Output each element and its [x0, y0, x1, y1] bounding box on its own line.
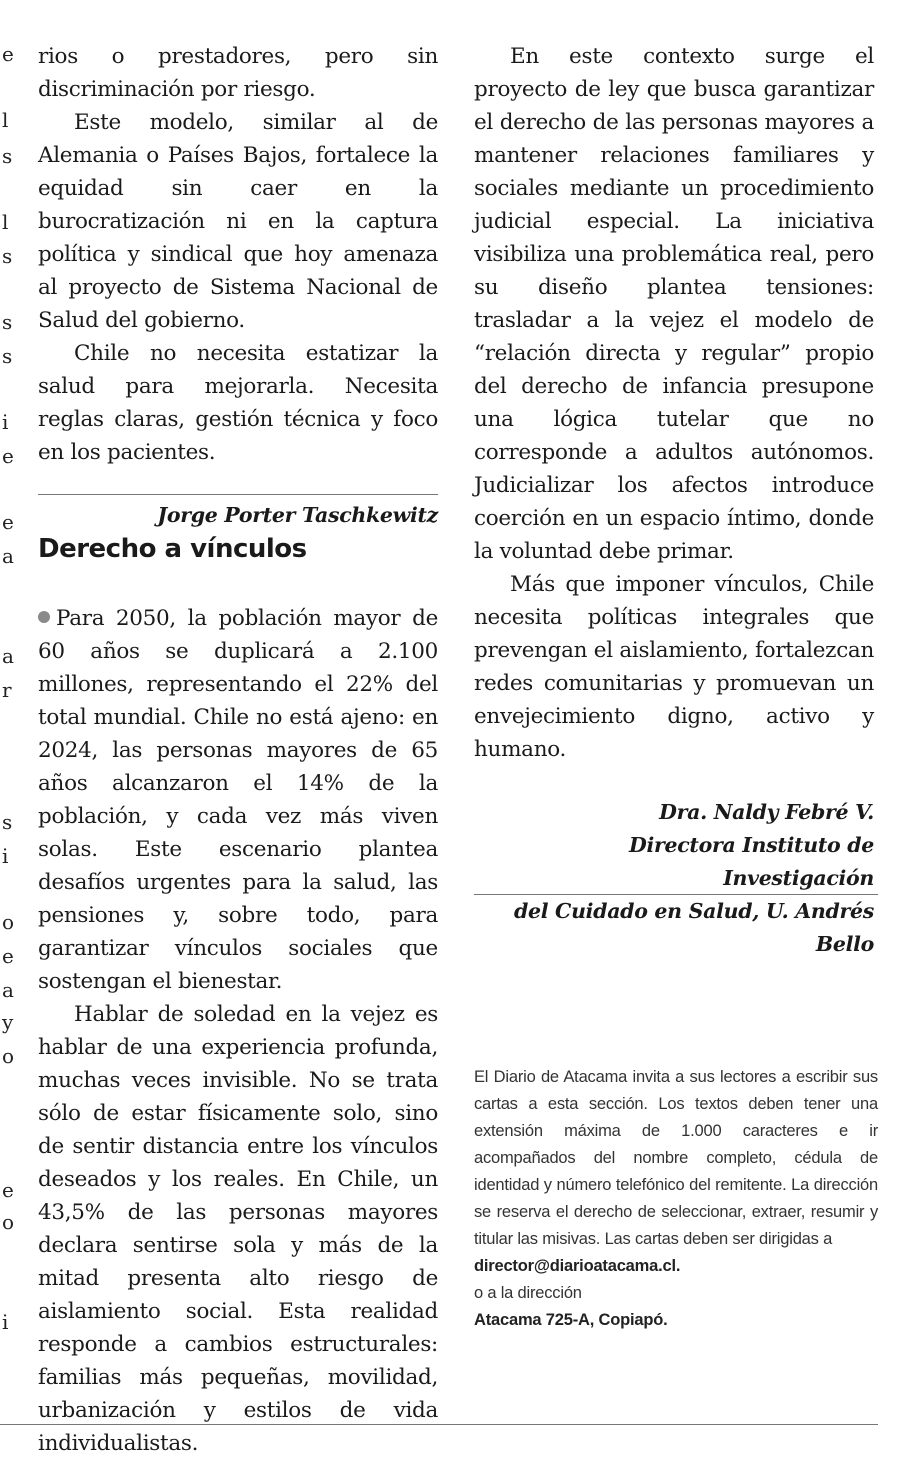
edge-fragment: o [2, 1044, 15, 1068]
edge-fragment: l [2, 210, 9, 234]
edge-fragment: o [2, 910, 15, 934]
edge-fragment: s [2, 244, 13, 268]
article-body-right [474, 40, 874, 961]
signature-title: Directora Instituto de Investigación [629, 833, 874, 890]
bullet-icon [38, 611, 50, 623]
edge-fragment: s [2, 310, 13, 334]
letter-signature: Jorge Porter Taschkewitz [157, 503, 438, 527]
body-paragraph: Hablar de soledad en la vejez es hablar de una experiencia profunda, muchas veces invisible. No se trata sólo de estar físicamente solo, sino de sentir distancia entre los vínculos deseados y los reales. En Chile, un 43,5% de las personas mayores declara sentirse sola y más de la mitad presenta alto riesgo de aislamiento social. Esta realidad responde a cambios estructurales: familias más pequeñas, movilidad, urbanización y estilos de vida individualistas. [38, 1002, 438, 1456]
notice-or-text: o a la dirección [474, 1284, 582, 1302]
edge-fragment: e [2, 510, 14, 534]
body-paragraph: rios o prestadores, pero sin discriminación por riesgo. [38, 44, 438, 102]
body-paragraph: Más que imponer vínculos, Chile necesita políticas integrales que prevengan el aislamiento, fortalezcan redes comunitarias y promuevan un envejecimiento digno, activo y humano. [474, 572, 874, 762]
edge-fragment: a [2, 544, 14, 568]
edge-fragment: s [2, 144, 13, 168]
edge-fragment: a [2, 644, 14, 668]
body-paragraph: Chile no necesita estatizar la salud para mejorarla. Necesita reglas claras, gestión técnica y foco en los pacientes. [38, 341, 438, 465]
edge-fragment: y [2, 1010, 14, 1034]
section-divider [474, 894, 878, 895]
edge-fragment: e [2, 1178, 14, 1202]
article-signature [474, 796, 874, 961]
body-paragraph: Para 2050, la población mayor de 60 años se duplicará a 2.100 millones, representando el 22% del total mundial. Chile no está ajeno: en 2024, las personas mayores de 65 años alcanzaron el 14% de la población, y cada vez más viven solas. Este escenario plantea desafíos urgentes para la salud, las pensiones y, sobre todo, para garantizar vínculos sociales que sostengan el bienestar. [38, 606, 438, 994]
edge-fragment: o [2, 1210, 15, 1234]
signature-name: Dra. Naldy Febré V. [659, 800, 874, 824]
notice-address: Atacama 725-A, Copiapó. [474, 1311, 668, 1329]
edge-fragment: i [2, 1310, 9, 1334]
section-divider [38, 494, 438, 495]
adjacent-column-fragments [0, 0, 15, 1400]
article-body-left [38, 602, 438, 1460]
edge-fragment: s [2, 810, 13, 834]
edge-fragment: e [2, 42, 14, 66]
article-title: Derecho a vínculos [38, 534, 307, 564]
edge-fragment: i [2, 844, 9, 868]
letters-notice [474, 1064, 878, 1334]
edge-fragment: e [2, 944, 14, 968]
signature-affiliation: del Cuidado en Salud, U. Andrés Bello [513, 899, 874, 956]
previous-letter-ending [38, 40, 438, 532]
notice-text: El Diario de Atacama invita a sus lectores a escribir sus cartas a esta sección. Los textos deben tener una extensión máxima de 1.000 caracteres e ir acompañados del nombre completo, cédula de identidad y número telefónico del remitente. La dirección se reserva el derecho de seleccionar, extraer, resumir y titular las misivas. Las cartas deben ser dirigidas a [474, 1068, 878, 1248]
notice-email: director@diarioatacama.cl. [474, 1257, 681, 1275]
bottom-rule [0, 1424, 878, 1425]
edge-fragment: e [2, 444, 14, 468]
edge-fragment: l [2, 108, 9, 132]
body-paragraph: En este contexto surge el proyecto de ley que busca garantizar el derecho de las personas mayores a mantener relaciones familiares y sociales mediante un procedimiento judicial especial. La iniciativa visibiliza una problemática real, pero su diseño plantea tensiones: trasladar a la vejez el modelo de “relación directa y regular” propio del derecho de infancia presupone una lógica tutelar que no corresponde a adultos autónomos. Judicializar los afectos introduce coerción en un espacio íntimo, donde la voluntad debe primar. [474, 44, 874, 564]
edge-fragment: s [2, 344, 13, 368]
edge-fragment: i [2, 410, 9, 434]
body-paragraph: Este modelo, similar al de Alemania o Países Bajos, fortalece la equidad sin caer en la burocratización ni en la captura política y sindical que hoy amenaza al proyecto de Sistema Nacional de Salud del gobierno. [38, 110, 438, 333]
edge-fragment: r [2, 678, 12, 702]
edge-fragment: a [2, 978, 14, 1002]
